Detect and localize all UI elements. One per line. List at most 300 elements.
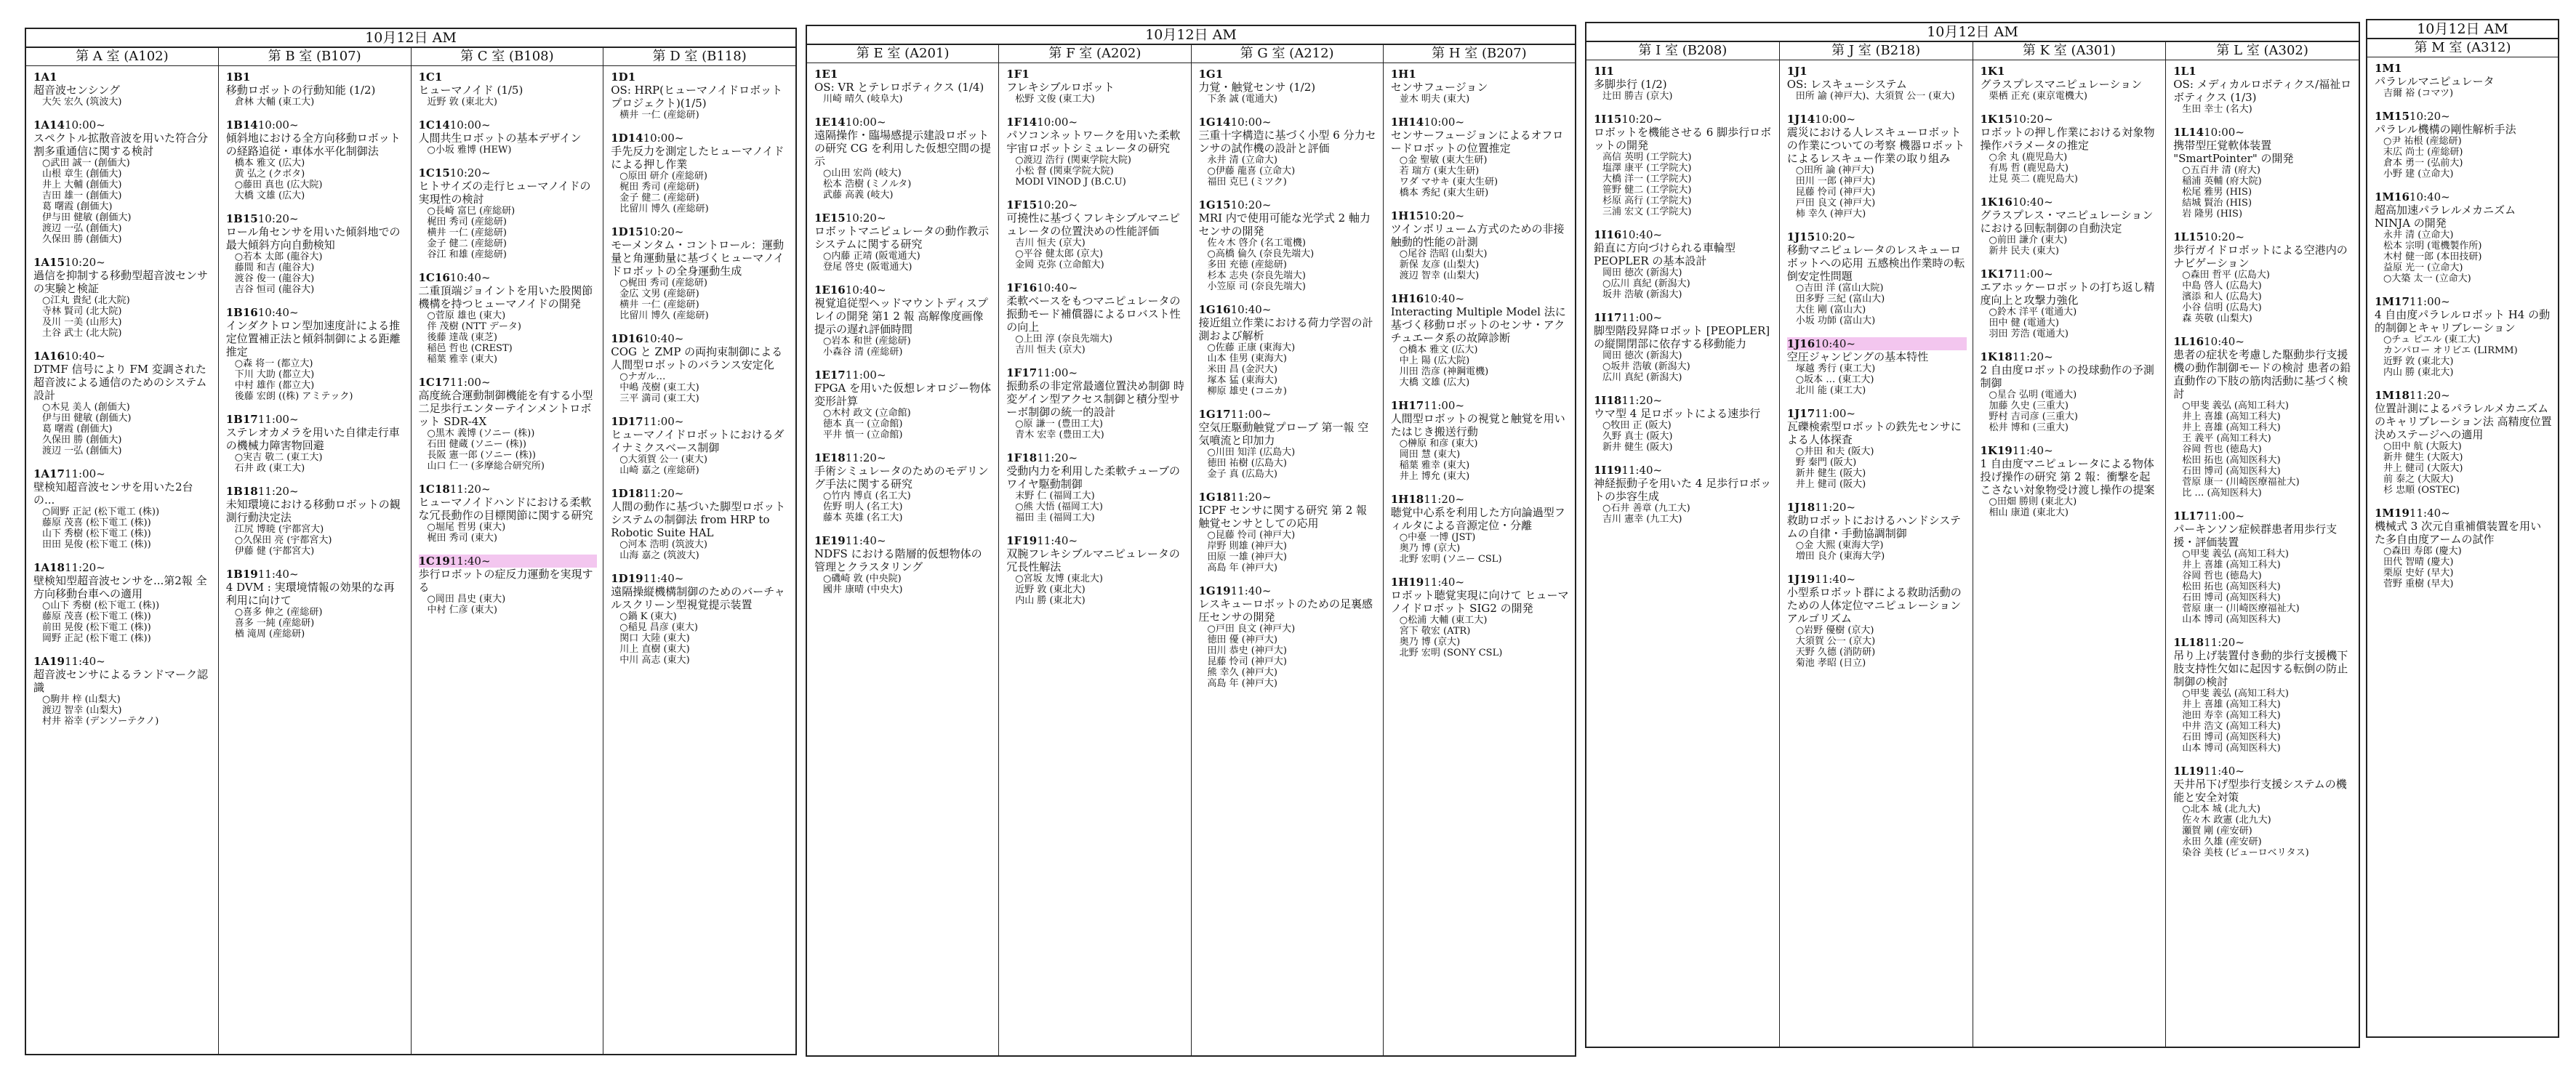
session-time: 11:20~: [2204, 636, 2244, 649]
room-header: 第 L 室 (A302): [2166, 42, 2359, 60]
session-block: [814, 451, 992, 523]
chair-line: 横井 一仁 (産総研): [619, 110, 699, 121]
author-line: 井上 健司 (阪大): [1795, 479, 1866, 490]
session-code: 1I1: [1594, 65, 1614, 78]
author-line: 徳田 祐樹 (広島大): [1207, 458, 1287, 469]
session-time: 10:20~: [257, 212, 299, 225]
session-id: [611, 415, 790, 428]
author-line: 中川 高志 (東大): [619, 655, 690, 666]
session-code: 1L1: [2173, 65, 2196, 78]
room-header: 第 A 室 (A102): [26, 48, 218, 66]
session-block: [1594, 394, 1773, 453]
session-id: [611, 332, 790, 345]
session-block: [611, 132, 790, 214]
author-line: 永井 清 (立命大): [2383, 230, 2454, 241]
session-block: [226, 413, 405, 474]
session-id: [1981, 65, 2160, 78]
session-code: 1M19: [2375, 507, 2410, 520]
session-id: [1787, 65, 1967, 78]
session-title: ICPF センサに関する研究 第 2 報 触覚センサとしての応用: [1198, 504, 1368, 530]
author-line: 登尾 啓史 (阪電通大): [823, 262, 912, 273]
session-code: 1J15: [1786, 230, 1815, 243]
session-title: DTMF 信号により FM 変調された超音波による通信のためのシステム設計: [33, 363, 207, 402]
session-title: 視覚追従型ヘッドマウントディスプレイの開発 第1 2 報 高解像度画像提示の遅れ評価時間: [814, 297, 988, 336]
session-code: 1F17: [1006, 366, 1038, 379]
author-line: ○星合 弘明 (電通大): [1989, 390, 2077, 400]
session-block: [419, 118, 598, 156]
author-line: 松井 博和 (三重大): [1989, 422, 2069, 433]
session-time: 11:20~: [2409, 389, 2450, 402]
author-line: 稲葉 雅幸 (東大): [1399, 460, 1470, 471]
author-line: 小野 建 (立命大): [2383, 169, 2454, 180]
author-line: ○牧田 正 (阪大): [1602, 420, 1672, 431]
session-block: [226, 568, 405, 640]
author-line: ○実吉 敬二 (東工大): [234, 452, 323, 463]
session-id: [2173, 765, 2353, 778]
session-block: [33, 655, 212, 727]
session-id: [1981, 196, 2160, 209]
author-line: 永田 久雄 (産安研): [2182, 837, 2262, 847]
session-id: [1006, 366, 1184, 379]
session-code: 1A17: [33, 467, 65, 480]
author-line: 大須賀 公一 (京大): [1795, 636, 1876, 647]
session-code: 1M17: [2375, 295, 2410, 308]
author-line: ○喜多 伸之 (産総研): [234, 607, 323, 618]
author-line: 平井 慎一 (立命館): [823, 430, 903, 440]
author-line: ○原 謙一 (豊田工大): [1015, 419, 1104, 430]
session-title: ロボットを機能させる 6 脚歩行ロボットの開発: [1594, 126, 1772, 152]
author-line: 新井 民夫 (東大): [1989, 246, 2059, 257]
session-block: [2375, 295, 2552, 378]
author-line: 比留川 博久 (産総研): [619, 204, 709, 214]
session-code: 1G14: [1198, 116, 1231, 129]
session-title: センサーフュージョンによるオフロードロボットの位置推定: [1390, 129, 1564, 155]
room-header: 第 K 室 (A301): [1973, 42, 2166, 60]
room-column: [2367, 39, 2558, 1036]
session-time: 10:40~: [257, 306, 299, 319]
session-time: 11:40~: [257, 568, 299, 581]
session-block: [2173, 636, 2353, 754]
author-line: 奥乃 博 (京大): [1399, 637, 1461, 648]
session-block: [611, 415, 790, 476]
session-code: 1C14: [418, 118, 450, 132]
author-line: 瀬賀 剛 (産安研): [2182, 826, 2252, 837]
session-id: [1981, 113, 2160, 126]
session-block: [1981, 196, 2160, 257]
author-line: ○熊 大悟 (福岡工大): [1015, 501, 1104, 512]
author-line: 杉原 高行 (工学院大): [1602, 196, 1692, 206]
author-line: 下川 大助 (都立大): [234, 369, 315, 380]
author-line: 末野 仁 (福岡工大): [1015, 491, 1095, 501]
session-code: 1I18: [1594, 394, 1622, 407]
session-title: 受動内力を利用した柔軟チューブのワイヤ駆動制御: [1006, 464, 1181, 491]
author-line: ○菅原 雄也 (東大): [427, 310, 506, 321]
author-line: ○甲斐 義弘 (高知工科大): [2182, 688, 2290, 699]
session-block: [2173, 335, 2353, 499]
session-code: 1C16: [418, 271, 450, 284]
session-title: 震災における人レスキューロボットの作業についての考察 機器ロボットによるレスキュー作業の取り組み: [1786, 126, 1965, 165]
room-header: 第 G 室 (A212): [1192, 45, 1383, 63]
author-line: 山本 佳男 (東海大): [1207, 353, 1287, 364]
session-time: 11:40~: [845, 534, 886, 547]
author-line: 大橋 洋一 (工学院大): [1602, 174, 1692, 185]
chair-line: 田所 諭 (神戸大)、大須賀 公一 (東大): [1795, 91, 1955, 102]
session-title: 聴覚中心系を利用した方向論過型フィルタによる音源定位・分離: [1390, 506, 1565, 532]
session-time: 10:00~: [643, 132, 684, 145]
session-list: [1780, 60, 1973, 1047]
session-id: [226, 118, 405, 132]
author-line: 長阪 憲一郎 (ソニー (株)): [427, 450, 536, 461]
author-line: 松田 拓也 (高知医科大): [2182, 455, 2281, 466]
session-code: 1F14: [1006, 116, 1038, 129]
author-line: 山口 仁一 (多摩総合研究所): [427, 461, 545, 472]
room-header: 第 F 室 (A202): [999, 45, 1190, 63]
session-time: 11:00~: [1037, 366, 1078, 379]
author-line: 前田 晃俊 (松下電工 (株)): [42, 622, 151, 633]
session-title: 高度統合運動制御機能を有する小型二足歩行エンターテインメントロボット SDR-4X: [418, 389, 593, 428]
session-list: [1586, 60, 1779, 1047]
session-block: [419, 166, 598, 260]
session-time: 10:00~: [449, 118, 491, 132]
room-column: [1384, 45, 1575, 1055]
session-id: [2173, 636, 2353, 649]
room-column: [1780, 42, 1973, 1047]
session-id: [1006, 116, 1184, 129]
session-block: [33, 467, 212, 550]
author-line: ○岡田 昌史 (東大): [427, 594, 506, 605]
session-id: [1787, 573, 1967, 586]
session-block: [1199, 198, 1377, 292]
author-line: 井上 博允 (東大): [1399, 471, 1470, 482]
author-line: 吉谷 恒司 (龍谷大): [234, 284, 315, 295]
session-block: [1594, 65, 1773, 102]
session-block: [226, 70, 405, 108]
session-id: [611, 225, 790, 238]
session-code: 1I16: [1594, 228, 1622, 241]
session-time: 10:40~: [845, 283, 886, 297]
author-line: ○岡野 正記 (松下電工 (株)): [42, 507, 160, 517]
session-id: [611, 132, 790, 145]
author-line: 梶田 秀司 (東大): [427, 533, 497, 544]
session-block: [419, 271, 598, 365]
session-time: 11:00~: [643, 415, 684, 428]
session-block: [814, 211, 992, 273]
session-title: センサフュージョン: [1390, 81, 1488, 94]
author-line: ○石井 善章 (九工大): [1602, 503, 1690, 514]
session-id: [33, 350, 212, 363]
author-line: ○余 丸 (鹿児島大): [1989, 152, 2068, 163]
session-time: 11:20~: [643, 487, 684, 500]
author-line: 土谷 武士 (北大院): [42, 328, 122, 339]
session-time: 10:40~: [2012, 196, 2053, 209]
session-block: [226, 306, 405, 402]
author-line: 永井 清 (立命大): [1207, 155, 1277, 166]
room-column: [26, 48, 219, 1054]
session-time: 10:20~: [1230, 198, 1272, 211]
author-line: ○前田 謙介 (東大): [1989, 235, 2068, 246]
session-block: [814, 283, 992, 358]
author-line: 及川 一美 (山形大): [42, 317, 122, 328]
author-line: 大橋 文雄 (広大): [234, 190, 305, 201]
author-line: ○松浦 大輔 (東工大): [1399, 615, 1488, 626]
author-line: ○森田 寿郎 (慶大): [2383, 546, 2462, 557]
session-title: モーメンタム・コントロール：運動量と角運動量に基づくヒューマノイドロボットの全身運動生成: [611, 238, 785, 278]
session-code: 1D18: [611, 487, 643, 500]
author-line: 小森谷 清 (産総研): [823, 347, 903, 358]
author-line: ○森田 哲平 (広島大): [2182, 270, 2271, 281]
author-line: ○竹内 博貞 (名工大): [823, 491, 911, 501]
session-code: 1J16: [1786, 337, 1815, 350]
session-time: 10:20~: [643, 225, 684, 238]
session-code: 1E15: [814, 211, 846, 225]
session-list: [2166, 60, 2359, 1047]
session-code: 1A1: [33, 70, 57, 84]
author-line: 石田 健蔵 (ソニー (株)): [427, 439, 526, 450]
schedule-panel: [806, 25, 1576, 1057]
session-block: [1006, 281, 1184, 355]
session-block: [33, 256, 212, 339]
author-line: ○渡辺 浩行 (関東学院大院): [1015, 155, 1132, 166]
session-block: [1391, 292, 1569, 388]
author-line: 倉本 勇一 (弘前大): [2383, 158, 2463, 169]
session-time: 10:00~: [1424, 116, 1465, 129]
author-line: 葛 曙霞 (創価大): [42, 424, 113, 435]
author-line: ○稲見 昌彦 (東大): [619, 622, 699, 633]
author-line: 有馬 哲 (鹿児島大): [1989, 163, 2069, 174]
session-block: [2375, 110, 2552, 180]
author-line: 北野 宏明 (ソニー CSL): [1399, 554, 1502, 565]
session-code: 1H15: [1390, 209, 1424, 222]
author-line: 渡辺 智幸 (山梨大): [42, 705, 122, 716]
session-time: 10:00~: [1230, 116, 1272, 129]
session-id: [2173, 335, 2353, 348]
author-line: 井上 喜雄 (高知工科大): [2182, 411, 2281, 422]
author-line: 久野 真士 (阪大): [1602, 431, 1673, 442]
author-line: 佐々木 啓介 (名工電機): [1207, 238, 1306, 249]
session-title: 歩行ロボットの症反力運動を実現する: [418, 568, 593, 594]
author-line: 青木 宏幸 (豊田工大): [1015, 430, 1104, 440]
session-id: [814, 116, 992, 129]
author-line: 濱添 和人 (広島大): [2182, 291, 2262, 302]
room-column: [1192, 45, 1384, 1055]
session-block: [1594, 228, 1773, 300]
session-title: 4 自由度パラレルロボット H4 の動的制御とキャリブレーション: [2375, 308, 2551, 334]
session-time: 10:20~: [2409, 110, 2450, 123]
author-line: 米田 昌 (金沢大): [1207, 364, 1277, 375]
session-code: 1E1: [814, 68, 838, 81]
author-line: 近野 敦 (東北大): [1015, 584, 1086, 595]
room-header: 第 H 室 (B207): [1384, 45, 1575, 63]
session-title: 天井吊下げ型歩行支援システムの機能と安全対策: [2173, 778, 2347, 804]
session-title: 脚型階段昇降ロボット [PEOPLER] の縦開閉部に依存する移動能力: [1594, 324, 1770, 350]
author-line: 吉川 恒夫 (京大): [1015, 344, 1086, 355]
session-id: [814, 368, 992, 382]
session-code: 1J17: [1786, 407, 1815, 420]
session-id: [419, 70, 598, 84]
session-code: 1C17: [418, 376, 450, 389]
author-line: 新井 健生 (阪大): [1602, 442, 1673, 453]
author-line: 杉 忠順 (OSTEC): [2383, 485, 2460, 496]
session-id: [226, 568, 405, 581]
session-time: 11:00~: [64, 467, 105, 480]
room-header: 第 C 室 (B108): [412, 48, 603, 66]
session-code: 1B18: [225, 485, 258, 498]
session-id: [814, 68, 992, 81]
chair-line: 並木 明夫 (東大): [1399, 94, 1470, 105]
session-title: OS: HRP(ヒューマノイドロボットプロジェクト)(1/5): [611, 84, 783, 110]
session-time: 11:40~: [1424, 576, 1465, 589]
session-time: 11:00~: [2012, 267, 2053, 281]
author-line: 佐々木 政憲 (北九大): [2182, 815, 2271, 826]
session-id: [2375, 110, 2552, 123]
author-line: ○内藤 正靖 (阪電通大): [823, 251, 920, 262]
session-time: 10:00~: [2204, 126, 2244, 139]
session-title: パラレル機構の剛性解析手法: [2375, 123, 2516, 136]
author-line: 田代 智晴 (慶大): [2383, 557, 2454, 568]
panel-date-header: 10月12日 AM: [1586, 23, 2359, 42]
author-line: 川上 直樹 (東大): [619, 644, 690, 655]
session-time: 10:40~: [1230, 303, 1272, 316]
session-block: [814, 368, 992, 440]
session-time: 10:00~: [1037, 116, 1078, 129]
author-line: 井上 喜雄 (高知工科大): [2182, 699, 2281, 710]
author-line: ○駒井 梓 (山梨大): [42, 694, 121, 705]
author-line: ○井田 和夫 (阪大): [1795, 446, 1874, 457]
author-line: 渡辺 智幸 (山梨大): [1399, 270, 1480, 281]
session-code: 1G17: [1198, 408, 1231, 421]
chair-line: 松野 文俊 (東工大): [1015, 94, 1095, 105]
author-line: 塚本 猛 (東海大): [1207, 375, 1277, 386]
room-columns: [2367, 39, 2558, 1036]
session-code: 1B15: [225, 212, 258, 225]
session-title: グラスプレスマニピュレーション: [1980, 78, 2143, 91]
author-line: 新保 友彦 (山梨大): [1399, 259, 1480, 270]
author-line: 三浦 宏文 (工学院大): [1602, 206, 1692, 217]
session-id: [1199, 303, 1377, 316]
session-code: 1E14: [814, 116, 846, 129]
session-time: 10:20~: [845, 211, 886, 225]
author-line: ○五百井 清 (府大): [2182, 165, 2261, 176]
session-code: 1K16: [1980, 196, 2013, 209]
session-title: 機械式 3 次元自重補償装置を用いた多自由度アームの試作: [2375, 520, 2542, 546]
session-id: [1981, 267, 2160, 281]
author-line: 奥乃 博 (京大): [1399, 543, 1461, 554]
session-time: 10:00~: [1815, 113, 1855, 126]
session-id: [33, 467, 212, 480]
author-line: 王 義平 (高知工科大): [2182, 433, 2271, 444]
session-id: [1594, 228, 1773, 241]
session-title: 多脚歩行 (1/2): [1594, 78, 1667, 91]
session-code: 1D14: [611, 132, 643, 145]
session-title: 瓦礫検索型ロボットの鉄先センサによる人体探査: [1786, 420, 1962, 446]
chair-line: 栗栖 正充 (東京電機大): [1989, 91, 2087, 102]
room-column: [412, 48, 604, 1054]
session-title: ヒューマノイド (1/5): [418, 84, 523, 97]
session-id: [1787, 113, 1967, 126]
author-line: 中村 仁彦 (東大): [427, 605, 497, 616]
session-time: 11:40~: [2409, 507, 2450, 520]
author-line: ○高橋 倫久 (奈良先端大): [1207, 249, 1315, 259]
schedule-panel: [25, 28, 797, 1055]
session-title: 空気圧駆動触覚プローブ 第一報 空気噴流と印加力: [1198, 421, 1369, 447]
session-title: 振動系の非定常最適位置決め制御 時変ゲイン型アクセス制御と積分型サーボ制御の統一的設計: [1006, 379, 1185, 419]
author-line: 中上 陽 (広大院): [1399, 355, 1470, 366]
room-column: [603, 48, 795, 1054]
session-title: スペクトル拡散音波を用いた符合分割多重通信に関する検討: [33, 132, 209, 158]
session-title: ロール角センサを用いた傾斜地での最大傾斜方向自動検知: [225, 225, 401, 251]
session-title: 神経振動子を用いた 4 足歩行ロボットの歩容生成: [1594, 477, 1772, 503]
session-block: [2375, 190, 2552, 284]
author-line: 新井 健生 (阪大): [1795, 468, 1866, 479]
session-id: [1199, 584, 1377, 597]
session-code: 1J14: [1786, 113, 1815, 126]
session-id: [1787, 230, 1967, 243]
session-block: [1594, 464, 1773, 525]
session-id: [2173, 230, 2353, 243]
session-code: 1L14: [2173, 126, 2204, 139]
session-time: 10:20~: [449, 166, 491, 180]
author-line: 谷岡 哲也 (徳島大): [2182, 571, 2262, 581]
session-title: FPGA を用いた仮想レオロジー物体変形計算: [814, 382, 992, 408]
author-line: 岡田 徳次 (新潟大): [1602, 350, 1682, 361]
session-time: 11:40~: [1230, 584, 1272, 597]
author-line: 谷江 和雄 (産総研): [427, 249, 507, 260]
session-title: 壁検知超音波センサを用いた2台の...: [33, 480, 193, 507]
room-columns: [26, 48, 795, 1054]
session-title: 移動ロボットの行動知能 (1/2): [225, 84, 376, 97]
author-line: 梶田 秀司 (産総研): [619, 182, 699, 193]
session-time: 10:40~: [1424, 292, 1465, 305]
author-line: 谷岡 哲也 (徳島大): [2182, 444, 2262, 455]
session-title: 鉛直に方向づけられる車輪型 PEOPLER の基本設計: [1594, 241, 1736, 267]
author-line: ○山下 秀樹 (松下電工 (株)): [42, 600, 160, 611]
author-line: 渡辺 一弘 (創価大): [42, 446, 122, 456]
session-block: [226, 118, 405, 201]
author-line: 羽田 芳浩 (電通大): [1989, 329, 2069, 339]
session-block: [1006, 534, 1184, 606]
session-id: [1787, 501, 1967, 514]
session-time: 11:20~: [1230, 491, 1272, 504]
session-code: 1G15: [1198, 198, 1231, 211]
session-id: [814, 534, 992, 547]
author-line: 大住 剛 (富山大): [1795, 305, 1866, 315]
author-line: 武藤 高義 (岐大): [823, 190, 894, 201]
author-line: ○中臺 一博 (JST): [1399, 532, 1476, 543]
session-time: 10:20~: [1815, 230, 1855, 243]
session-title: 手先反力を測定したヒューマノイドによる押し作業: [611, 145, 785, 171]
session-title: MRI 内で使用可能な光学式 2 軸力センサの開発: [1198, 211, 1371, 238]
session-id: [2173, 126, 2353, 139]
author-line: 後藤 宏朗 ((株) アミテック): [234, 391, 353, 402]
author-line: 田川 恭史 (神戸大): [1207, 645, 1287, 656]
author-line: 結城 賢治 (HIS): [2182, 198, 2252, 209]
author-line: 近野 敦 (東北大): [2383, 356, 2454, 367]
author-line: 高信 英明 (工学院大): [1602, 152, 1692, 163]
author-line: 藤間 和吉 (龍谷大): [234, 262, 315, 273]
session-id: [611, 572, 790, 585]
session-block: [1787, 337, 1967, 396]
session-time: 10:20~: [64, 256, 105, 269]
session-block: [1199, 303, 1377, 397]
session-code: 1D19: [611, 572, 643, 585]
chair-line: 生田 幸士 (名大): [2182, 104, 2252, 115]
author-line: ○チュ ピエル (東工大): [2383, 334, 2481, 345]
room-column: [999, 45, 1191, 1055]
session-code: 1K17: [1980, 267, 2013, 281]
session-time: 11:40~: [1815, 573, 1855, 586]
session-time: 11:40~: [643, 572, 684, 585]
session-title: 移動マニピュレータのレスキューロボットへの応用 五感検出作業時の転倒安定性問題: [1786, 243, 1965, 283]
